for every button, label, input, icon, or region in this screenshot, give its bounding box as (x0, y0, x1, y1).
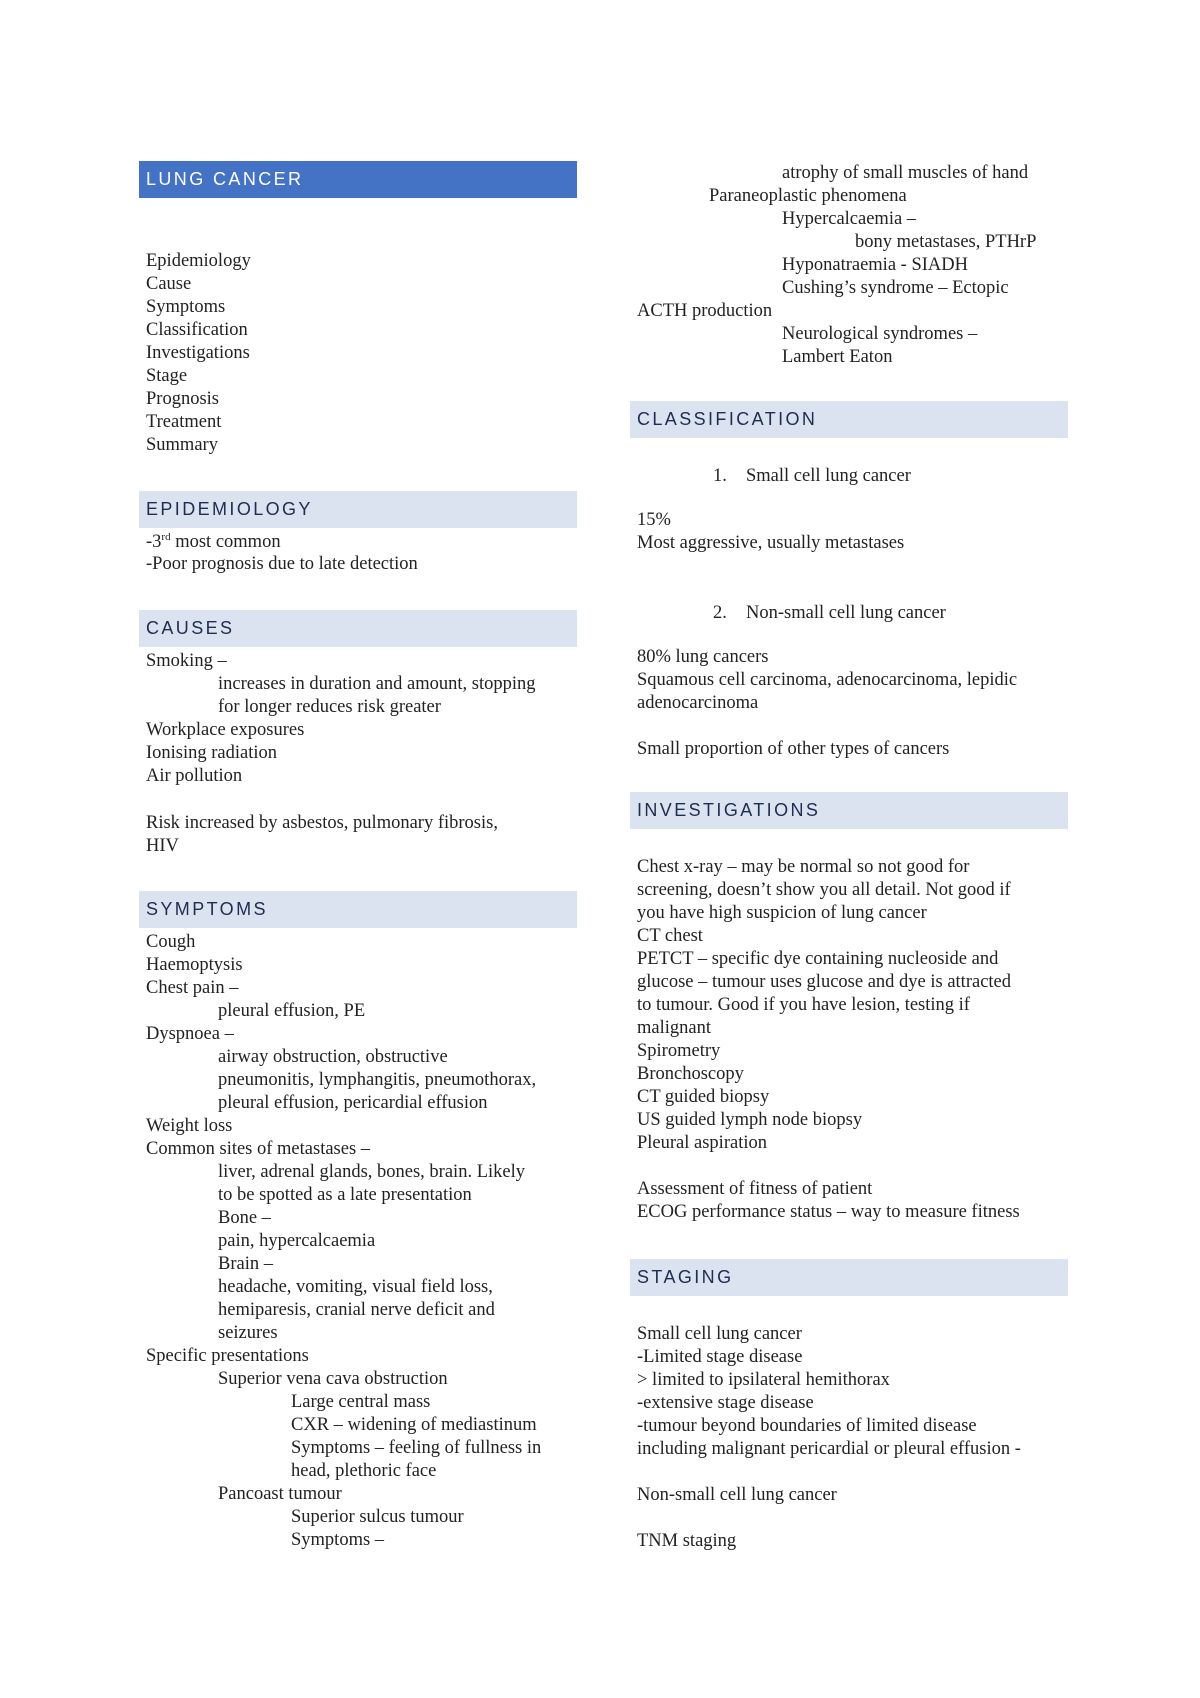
text-line: Squamous cell carcinoma, adenocarcinoma, lepidic (637, 670, 1018, 690)
text-line: ACTH production (637, 301, 773, 321)
text-line: airway obstruction, obstructive (218, 1047, 448, 1067)
text-line: Haemoptysis (146, 955, 243, 975)
toc-item: Cause (146, 274, 192, 294)
section-heading-epidemiology: EPIDEMIOLOGY (139, 491, 577, 528)
text-line: > limited to ipsilateral hemithorax (637, 1370, 890, 1390)
list-number: 1. (713, 466, 727, 486)
text-line: Large central mass (291, 1392, 431, 1412)
document-title: LUNG CANCER (139, 161, 577, 198)
text-line: Assessment of fitness of patient (637, 1179, 873, 1199)
section-heading-staging: STAGING (630, 1259, 1068, 1296)
text-line: increases in duration and amount, stopping (218, 674, 536, 694)
text-line: 15% (637, 510, 671, 530)
text-line: seizures (218, 1323, 278, 1343)
text-line: Air pollution (146, 766, 243, 786)
text-line: CT chest (637, 926, 703, 946)
text-line: Hypercalcaemia – (782, 209, 917, 229)
list-number: 2. (713, 603, 727, 623)
text-line: Cough (146, 932, 196, 952)
text-line: Most aggressive, usually metastases (637, 533, 905, 553)
text-line: -Limited stage disease (637, 1347, 803, 1367)
text-line: Lambert Eaton (782, 347, 893, 367)
text-line: CXR – widening of mediastinum (291, 1415, 537, 1435)
text-line: liver, adrenal glands, bones, brain. Likely (218, 1162, 525, 1182)
text-line: atrophy of small muscles of hand (782, 163, 1029, 183)
section-heading-symptoms: SYMPTOMS (139, 891, 577, 928)
text-line: Spirometry (637, 1041, 721, 1061)
text-line: Paraneoplastic phenomena (709, 186, 907, 206)
text-line: Neurological syndromes – (782, 324, 978, 344)
text-line: CT guided biopsy (637, 1087, 770, 1107)
toc-item: Summary (146, 435, 218, 455)
text-line: Pancoast tumour (218, 1484, 342, 1504)
list-item: Non-small cell lung cancer (746, 603, 946, 623)
toc-item: Prognosis (146, 389, 219, 409)
text-line: malignant (637, 1018, 711, 1038)
text-line: Common sites of metastases – (146, 1139, 371, 1159)
text-line: head, plethoric face (291, 1461, 437, 1481)
text-line: ECOG performance status – way to measure fitness (637, 1202, 1020, 1222)
text-line: Workplace exposures (146, 720, 305, 740)
text-line: glucose – tumour uses glucose and dye is attracted (637, 972, 1012, 992)
text-line: -tumour beyond boundaries of limited disease (637, 1416, 977, 1436)
text-line: headache, vomiting, visual field loss, (218, 1277, 493, 1297)
toc-item: Treatment (146, 412, 222, 432)
text-line: bony metastases, PTHrP (855, 232, 1037, 252)
text-line: Bronchoscopy (637, 1064, 744, 1084)
text-line: Symptoms – feeling of fullness in (291, 1438, 542, 1458)
text-line: PETCT – specific dye containing nucleoside and (637, 949, 999, 969)
text-line: US guided lymph node biopsy (637, 1110, 863, 1130)
text-line: Risk increased by asbestos, pulmonary fibrosis, (146, 813, 498, 833)
text-line: Chest pain – (146, 978, 239, 998)
epidemiology-line: -Poor prognosis due to late detection (146, 554, 418, 574)
text-line: Non-small cell lung cancer (637, 1485, 837, 1505)
text-line: Symptoms – (291, 1530, 385, 1550)
section-heading-classification: CLASSIFICATION (630, 401, 1068, 438)
text-line: pleural effusion, pericardial effusion (218, 1093, 488, 1113)
section-heading-investigations: INVESTIGATIONS (630, 792, 1068, 829)
list-item: Small cell lung cancer (746, 466, 911, 486)
text-line: HIV (146, 836, 179, 856)
text-line: to tumour. Good if you have lesion, testing if (637, 995, 970, 1015)
text-line: including malignant pericardial or pleural effusion - (637, 1439, 1021, 1459)
text-line: Hyponatraemia - SIADH (782, 255, 968, 275)
text-line: Chest x-ray – may be normal so not good for (637, 857, 970, 877)
section-heading-causes: CAUSES (139, 610, 577, 647)
text-line: pleural effusion, PE (218, 1001, 366, 1021)
text-line: Brain – (218, 1254, 273, 1274)
text-line: Small proportion of other types of cancers (637, 739, 950, 759)
text-line: to be spotted as a late presentation (218, 1185, 472, 1205)
text-line: TNM staging (637, 1531, 737, 1551)
text-line: Ionising radiation (146, 743, 278, 763)
text-line: -extensive stage disease (637, 1393, 814, 1413)
text-line: 80% lung cancers (637, 647, 769, 667)
text-line: Dyspnoea – (146, 1024, 234, 1044)
text-line: Bone – (218, 1208, 271, 1228)
text-line: Weight loss (146, 1116, 233, 1136)
text-line: Cushing’s syndrome – Ectopic (782, 278, 1009, 298)
text-line: screening, doesn’t show you all detail. Not good if (637, 880, 1011, 900)
toc-item: Epidemiology (146, 251, 251, 271)
epidemiology-line: -3rd most common (146, 530, 281, 552)
toc-item: Stage (146, 366, 188, 386)
text-line: for longer reduces risk greater (218, 697, 441, 717)
toc-item: Investigations (146, 343, 250, 363)
text-line: pneumonitis, lymphangitis, pneumothorax, (218, 1070, 537, 1090)
text-line: Small cell lung cancer (637, 1324, 802, 1344)
toc-item: Classification (146, 320, 248, 340)
toc-item: Symptoms (146, 297, 226, 317)
text-line: pain, hypercalcaemia (218, 1231, 376, 1251)
text-line: hemiparesis, cranial nerve deficit and (218, 1300, 495, 1320)
text-line: Superior sulcus tumour (291, 1507, 464, 1527)
text-line: Specific presentations (146, 1346, 309, 1366)
text-line: adenocarcinoma (637, 693, 759, 713)
text-line: Smoking – (146, 651, 227, 671)
text-line: you have high suspicion of lung cancer (637, 903, 927, 923)
text-line: Superior vena cava obstruction (218, 1369, 448, 1389)
text-line: Pleural aspiration (637, 1133, 767, 1153)
